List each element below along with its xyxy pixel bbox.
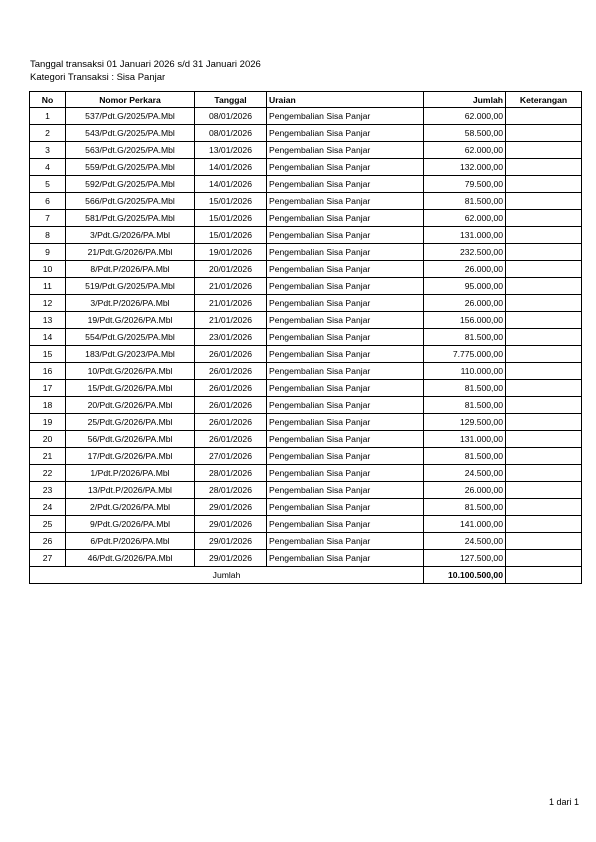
cell-keterangan <box>506 142 582 159</box>
cell-keterangan <box>506 448 582 465</box>
cell-no: 21 <box>30 448 66 465</box>
cell-jumlah: 156.000,00 <box>424 312 506 329</box>
cell-tanggal: 29/01/2026 <box>195 550 267 567</box>
table-header-row <box>30 92 582 108</box>
cell-keterangan <box>506 397 582 414</box>
cell-uraian: Pengembalian Sisa Panjar <box>267 295 424 312</box>
cell-uraian: Pengembalian Sisa Panjar <box>267 329 424 346</box>
cell-keterangan <box>506 312 582 329</box>
cell-uraian: Pengembalian Sisa Panjar <box>267 125 424 142</box>
cell-no: 7 <box>30 210 66 227</box>
column-header-keterangan: Keterangan <box>506 92 582 108</box>
table-row <box>30 193 582 210</box>
total-keterangan-cell <box>506 567 582 584</box>
cell-uraian: Pengembalian Sisa Panjar <box>267 159 424 176</box>
cell-nomor-perkara: 519/Pdt.G/2025/PA.Mbl <box>66 278 195 295</box>
cell-jumlah: 81.500,00 <box>424 499 506 516</box>
table-row <box>30 397 582 414</box>
table-row <box>30 499 582 516</box>
cell-uraian: Pengembalian Sisa Panjar <box>267 210 424 227</box>
table-row <box>30 550 582 567</box>
table-row <box>30 261 582 278</box>
cell-tanggal: 27/01/2026 <box>195 448 267 465</box>
cell-nomor-perkara: 581/Pdt.G/2025/PA.Mbl <box>66 210 195 227</box>
cell-jumlah: 132.000,00 <box>424 159 506 176</box>
cell-keterangan <box>506 329 582 346</box>
cell-no: 10 <box>30 261 66 278</box>
cell-nomor-perkara: 559/Pdt.G/2025/PA.Mbl <box>66 159 195 176</box>
table-row <box>30 329 582 346</box>
cell-tanggal: 14/01/2026 <box>195 159 267 176</box>
cell-no: 13 <box>30 312 66 329</box>
cell-keterangan <box>506 227 582 244</box>
cell-jumlah: 26.000,00 <box>424 261 506 278</box>
cell-tanggal: 23/01/2026 <box>195 329 267 346</box>
cell-uraian: Pengembalian Sisa Panjar <box>267 227 424 244</box>
cell-nomor-perkara: 9/Pdt.G/2026/PA.Mbl <box>66 516 195 533</box>
cell-uraian: Pengembalian Sisa Panjar <box>267 244 424 261</box>
table-row <box>30 278 582 295</box>
table-row <box>30 295 582 312</box>
cell-uraian: Pengembalian Sisa Panjar <box>267 261 424 278</box>
cell-uraian: Pengembalian Sisa Panjar <box>267 448 424 465</box>
table-row <box>30 176 582 193</box>
cell-uraian: Pengembalian Sisa Panjar <box>267 516 424 533</box>
cell-no: 17 <box>30 380 66 397</box>
cell-no: 24 <box>30 499 66 516</box>
total-label: Jumlah <box>30 567 424 584</box>
table-row <box>30 363 582 380</box>
cell-keterangan <box>506 533 582 550</box>
cell-no: 6 <box>30 193 66 210</box>
cell-tanggal: 21/01/2026 <box>195 278 267 295</box>
cell-jumlah: 62.000,00 <box>424 142 506 159</box>
table-row <box>30 227 582 244</box>
cell-nomor-perkara: 19/Pdt.G/2026/PA.Mbl <box>66 312 195 329</box>
cell-nomor-perkara: 46/Pdt.G/2026/PA.Mbl <box>66 550 195 567</box>
report-header <box>30 58 261 84</box>
cell-tanggal: 21/01/2026 <box>195 295 267 312</box>
cell-nomor-perkara: 2/Pdt.G/2026/PA.Mbl <box>66 499 195 516</box>
cell-uraian: Pengembalian Sisa Panjar <box>267 312 424 329</box>
cell-uraian: Pengembalian Sisa Panjar <box>267 142 424 159</box>
table-row <box>30 142 582 159</box>
cell-jumlah: 7.775.000,00 <box>424 346 506 363</box>
cell-keterangan <box>506 414 582 431</box>
cell-nomor-perkara: 56/Pdt.G/2026/PA.Mbl <box>66 431 195 448</box>
cell-keterangan <box>506 295 582 312</box>
cell-keterangan <box>506 244 582 261</box>
cell-tanggal: 29/01/2026 <box>195 533 267 550</box>
total-row <box>30 567 582 584</box>
cell-uraian: Pengembalian Sisa Panjar <box>267 414 424 431</box>
cell-jumlah: 131.000,00 <box>424 431 506 448</box>
cell-jumlah: 127.500,00 <box>424 550 506 567</box>
total-value: 10.100.500,00 <box>424 567 506 584</box>
cell-no: 26 <box>30 533 66 550</box>
cell-no: 23 <box>30 482 66 499</box>
table-row <box>30 465 582 482</box>
cell-jumlah: 81.500,00 <box>424 448 506 465</box>
cell-tanggal: 13/01/2026 <box>195 142 267 159</box>
cell-keterangan <box>506 278 582 295</box>
cell-keterangan <box>506 108 582 125</box>
cell-nomor-perkara: 3/Pdt.P/2026/PA.Mbl <box>66 295 195 312</box>
column-header-nomor-perkara: Nomor Perkara <box>66 92 195 108</box>
cell-no: 9 <box>30 244 66 261</box>
table-row <box>30 210 582 227</box>
cell-no: 5 <box>30 176 66 193</box>
cell-no: 3 <box>30 142 66 159</box>
cell-uraian: Pengembalian Sisa Panjar <box>267 397 424 414</box>
cell-uraian: Pengembalian Sisa Panjar <box>267 363 424 380</box>
cell-nomor-perkara: 6/Pdt.P/2026/PA.Mbl <box>66 533 195 550</box>
cell-tanggal: 21/01/2026 <box>195 312 267 329</box>
table-row <box>30 125 582 142</box>
cell-no: 15 <box>30 346 66 363</box>
cell-keterangan <box>506 516 582 533</box>
table-row <box>30 482 582 499</box>
cell-no: 22 <box>30 465 66 482</box>
cell-tanggal: 28/01/2026 <box>195 482 267 499</box>
cell-jumlah: 110.000,00 <box>424 363 506 380</box>
cell-nomor-perkara: 21/Pdt.G/2026/PA.Mbl <box>66 244 195 261</box>
cell-tanggal: 15/01/2026 <box>195 227 267 244</box>
cell-keterangan <box>506 125 582 142</box>
cell-nomor-perkara: 183/Pdt.G/2023/PA.Mbl <box>66 346 195 363</box>
cell-tanggal: 14/01/2026 <box>195 176 267 193</box>
cell-tanggal: 15/01/2026 <box>195 210 267 227</box>
cell-uraian: Pengembalian Sisa Panjar <box>267 431 424 448</box>
cell-nomor-perkara: 563/Pdt.G/2025/PA.Mbl <box>66 142 195 159</box>
cell-no: 18 <box>30 397 66 414</box>
cell-no: 19 <box>30 414 66 431</box>
cell-jumlah: 131.000,00 <box>424 227 506 244</box>
cell-tanggal: 20/01/2026 <box>195 261 267 278</box>
column-header-tanggal: Tanggal <box>195 92 267 108</box>
cell-jumlah: 62.000,00 <box>424 210 506 227</box>
cell-jumlah: 79.500,00 <box>424 176 506 193</box>
cell-no: 4 <box>30 159 66 176</box>
cell-uraian: Pengembalian Sisa Panjar <box>267 380 424 397</box>
cell-nomor-perkara: 17/Pdt.G/2026/PA.Mbl <box>66 448 195 465</box>
table-row <box>30 312 582 329</box>
table-row <box>30 244 582 261</box>
cell-nomor-perkara: 537/Pdt.G/2025/PA.Mbl <box>66 108 195 125</box>
cell-no: 1 <box>30 108 66 125</box>
cell-jumlah: 129.500,00 <box>424 414 506 431</box>
transactions-table <box>29 91 582 584</box>
cell-keterangan <box>506 550 582 567</box>
cell-tanggal: 28/01/2026 <box>195 465 267 482</box>
cell-uraian: Pengembalian Sisa Panjar <box>267 193 424 210</box>
cell-no: 25 <box>30 516 66 533</box>
table-row <box>30 448 582 465</box>
cell-no: 2 <box>30 125 66 142</box>
cell-uraian: Pengembalian Sisa Panjar <box>267 278 424 295</box>
report-category: Kategori Transaksi : Sisa Panjar <box>30 72 166 83</box>
report-period: Tanggal transaksi 01 Januari 2026 s/d 31 Januari 2026 <box>30 59 261 70</box>
cell-tanggal: 26/01/2026 <box>195 380 267 397</box>
cell-nomor-perkara: 20/Pdt.G/2026/PA.Mbl <box>66 397 195 414</box>
cell-jumlah: 81.500,00 <box>424 397 506 414</box>
cell-uraian: Pengembalian Sisa Panjar <box>267 550 424 567</box>
cell-jumlah: 81.500,00 <box>424 193 506 210</box>
cell-keterangan <box>506 193 582 210</box>
cell-uraian: Pengembalian Sisa Panjar <box>267 499 424 516</box>
table-row <box>30 533 582 550</box>
column-header-jumlah: Jumlah <box>424 92 506 108</box>
column-header-no: No <box>30 92 66 108</box>
cell-nomor-perkara: 592/Pdt.G/2025/PA.Mbl <box>66 176 195 193</box>
cell-nomor-perkara: 10/Pdt.G/2026/PA.Mbl <box>66 363 195 380</box>
cell-jumlah: 81.500,00 <box>424 329 506 346</box>
cell-jumlah: 95.000,00 <box>424 278 506 295</box>
cell-jumlah: 24.500,00 <box>424 465 506 482</box>
cell-uraian: Pengembalian Sisa Panjar <box>267 533 424 550</box>
cell-jumlah: 62.000,00 <box>424 108 506 125</box>
cell-jumlah: 58.500,00 <box>424 125 506 142</box>
cell-keterangan <box>506 431 582 448</box>
cell-tanggal: 08/01/2026 <box>195 125 267 142</box>
cell-nomor-perkara: 15/Pdt.G/2026/PA.Mbl <box>66 380 195 397</box>
cell-keterangan <box>506 346 582 363</box>
cell-no: 12 <box>30 295 66 312</box>
table-row <box>30 346 582 363</box>
cell-jumlah: 26.000,00 <box>424 482 506 499</box>
cell-nomor-perkara: 8/Pdt.P/2026/PA.Mbl <box>66 261 195 278</box>
cell-uraian: Pengembalian Sisa Panjar <box>267 176 424 193</box>
table-row <box>30 516 582 533</box>
cell-jumlah: 26.000,00 <box>424 295 506 312</box>
cell-uraian: Pengembalian Sisa Panjar <box>267 482 424 499</box>
table-row <box>30 108 582 125</box>
cell-keterangan <box>506 159 582 176</box>
cell-tanggal: 26/01/2026 <box>195 431 267 448</box>
cell-keterangan <box>506 465 582 482</box>
cell-nomor-perkara: 543/Pdt.G/2025/PA.Mbl <box>66 125 195 142</box>
table-body <box>30 108 582 567</box>
cell-keterangan <box>506 261 582 278</box>
cell-jumlah: 24.500,00 <box>424 533 506 550</box>
cell-tanggal: 29/01/2026 <box>195 499 267 516</box>
cell-tanggal: 19/01/2026 <box>195 244 267 261</box>
cell-jumlah: 232.500,00 <box>424 244 506 261</box>
cell-nomor-perkara: 566/Pdt.G/2025/PA.Mbl <box>66 193 195 210</box>
page-number: 1 dari 1 <box>548 797 579 807</box>
cell-nomor-perkara: 554/Pdt.G/2025/PA.Mbl <box>66 329 195 346</box>
cell-no: 11 <box>30 278 66 295</box>
table-row <box>30 414 582 431</box>
cell-keterangan <box>506 482 582 499</box>
cell-no: 20 <box>30 431 66 448</box>
cell-keterangan <box>506 380 582 397</box>
cell-no: 27 <box>30 550 66 567</box>
cell-uraian: Pengembalian Sisa Panjar <box>267 346 424 363</box>
cell-tanggal: 15/01/2026 <box>195 193 267 210</box>
cell-nomor-perkara: 3/Pdt.G/2026/PA.Mbl <box>66 227 195 244</box>
cell-keterangan <box>506 499 582 516</box>
cell-tanggal: 26/01/2026 <box>195 397 267 414</box>
column-header-uraian: Uraian <box>267 92 424 108</box>
cell-no: 8 <box>30 227 66 244</box>
cell-uraian: Pengembalian Sisa Panjar <box>267 108 424 125</box>
cell-no: 16 <box>30 363 66 380</box>
cell-keterangan <box>506 363 582 380</box>
cell-nomor-perkara: 25/Pdt.G/2026/PA.Mbl <box>66 414 195 431</box>
cell-tanggal: 26/01/2026 <box>195 346 267 363</box>
cell-nomor-perkara: 1/Pdt.P/2026/PA.Mbl <box>66 465 195 482</box>
cell-jumlah: 141.000,00 <box>424 516 506 533</box>
cell-tanggal: 08/01/2026 <box>195 108 267 125</box>
cell-uraian: Pengembalian Sisa Panjar <box>267 465 424 482</box>
cell-tanggal: 26/01/2026 <box>195 414 267 431</box>
cell-nomor-perkara: 13/Pdt.P/2026/PA.Mbl <box>66 482 195 499</box>
cell-tanggal: 29/01/2026 <box>195 516 267 533</box>
cell-jumlah: 81.500,00 <box>424 380 506 397</box>
cell-tanggal: 26/01/2026 <box>195 363 267 380</box>
cell-keterangan <box>506 176 582 193</box>
table-row <box>30 431 582 448</box>
cell-no: 14 <box>30 329 66 346</box>
table-row <box>30 159 582 176</box>
table-row <box>30 380 582 397</box>
cell-keterangan <box>506 210 582 227</box>
